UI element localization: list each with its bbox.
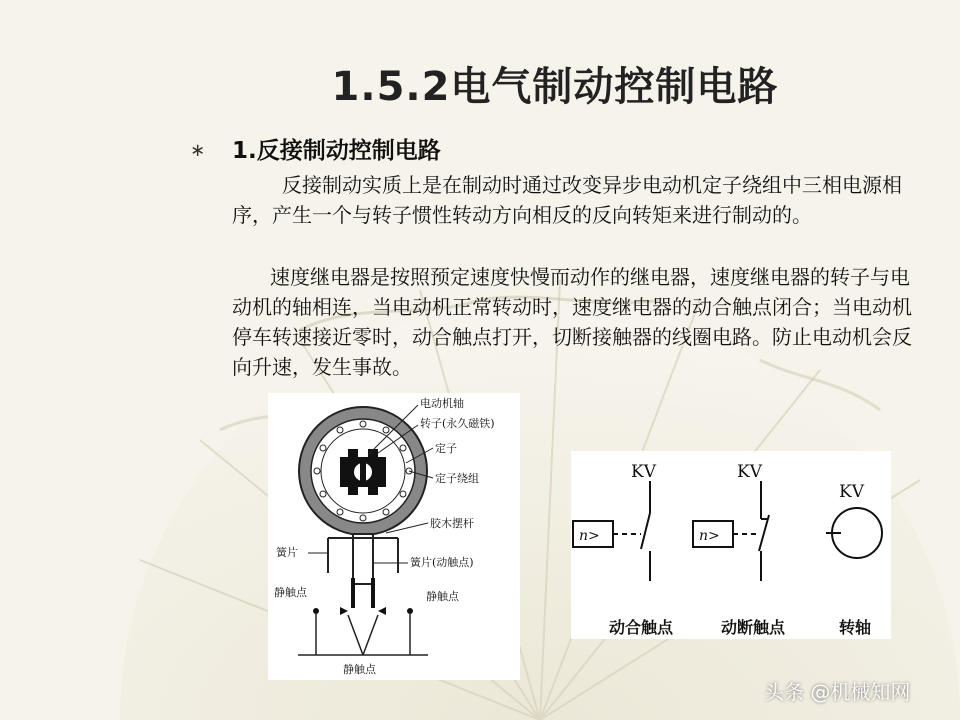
label-static-right: 静触点 (426, 590, 459, 603)
caption-shaft: 转轴 (839, 618, 872, 637)
make-contact-box-text: n> (579, 528, 600, 544)
caption-make-contact: 动合触点 (609, 618, 674, 637)
label-reed-moving: 簧片(动触点) (410, 556, 474, 569)
slide-title: 1.5.2电气制动控制电路 (331, 64, 779, 110)
symbol-coil-label: KV (839, 482, 864, 502)
watermark-text: 头条 @机械知网 (764, 680, 911, 704)
label-static-left: 静触点 (274, 586, 307, 599)
label-rotor: 转子(永久磁铁) (420, 417, 495, 430)
symbol-no-label: KV (737, 462, 762, 482)
label-reed-left: 簧片 (276, 546, 298, 559)
label-stator: 定子 (435, 442, 457, 455)
symbol-nc-label: KV (631, 462, 656, 482)
speed-relay-structure-diagram (268, 393, 520, 680)
paragraph-reverse-braking: 反接制动实质上是在制动时通过改变异步电动机定子绕组中三相电源相序，产生一个与转子惯性转动方向相反的反向转矩来进行制动的。 (232, 173, 902, 227)
label-static-bottom: 静触点 (343, 663, 376, 676)
paragraph-speed-relay: 速度继电器是按照预定速度快慢而动作的继电器，速度继电器的转子与电动机的轴相连，当电动机正常转动时，速度继电器的动合触点闭合；当电动机停车转速接近零时，动合触点打开，切断接触器的线圈电路。防止电动机会反向升速，发生事故。 (232, 265, 912, 379)
speed-relay-symbols-diagram (571, 451, 891, 639)
caption-break-contact: 动断触点 (721, 618, 786, 637)
label-shaft: 电动机轴 (420, 397, 464, 410)
break-contact-box-text: n> (699, 528, 720, 544)
section-subheading: 1.反接制动控制电路 (232, 138, 441, 164)
label-rubber-lever: 胶木摆杆 (430, 517, 474, 530)
bullet-symbol: ∗ (190, 140, 206, 161)
label-stator-winding: 定子绕组 (435, 472, 479, 485)
